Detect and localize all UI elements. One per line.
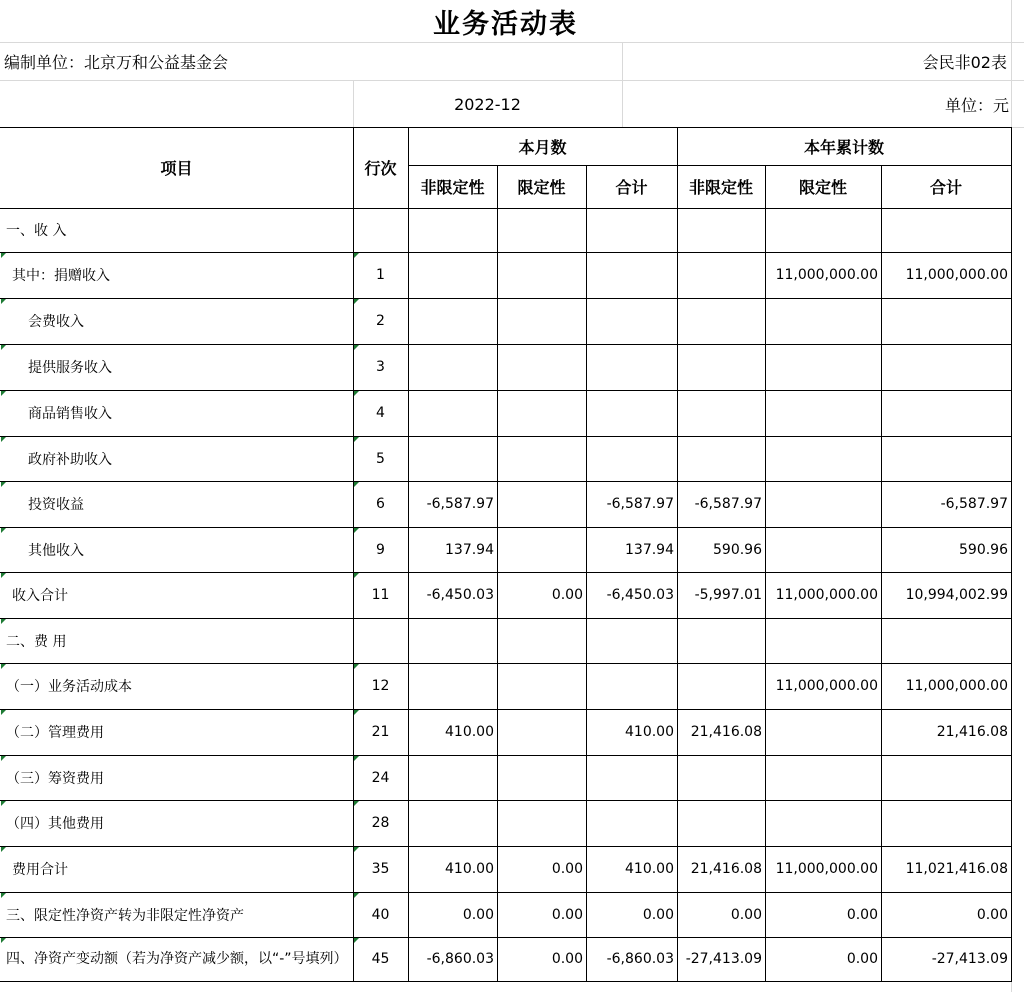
cell-ytd-unrestricted[interactable]: 590.96 — [713, 541, 762, 558]
cell-ytd-total[interactable] — [881, 618, 1011, 663]
cell-month-total[interactable] — [586, 755, 677, 800]
border-line — [353, 127, 354, 982]
cell-month-unrestricted[interactable] — [408, 252, 497, 298]
cell-ytd-unrestricted[interactable]: 0.00 — [730, 906, 762, 923]
cell-ytd-restricted[interactable]: 11,000,000.00 — [775, 587, 878, 603]
header-ytd-total: 合计 — [929, 178, 962, 197]
row-item-label: 会费收入 — [28, 314, 84, 330]
cell-month-total[interactable]: 137.94 — [625, 541, 674, 558]
row-item-label: 一、收 入 — [6, 223, 67, 239]
border-line — [1011, 127, 1012, 982]
row-line-no: 3 — [376, 359, 385, 375]
cell-ytd-restricted[interactable]: 11,000,000.00 — [775, 678, 878, 694]
row-item-label: 提供服务收入 — [28, 360, 112, 376]
gridline — [1011, 127, 1024, 128]
cell-ytd-unrestricted[interactable]: -6,587.97 — [694, 496, 762, 512]
cell-month-unrestricted[interactable] — [408, 298, 497, 344]
header-line-no: 行次 — [364, 159, 397, 178]
row-item-label: 四、净资产变动额（若为净资产减少额，以“-”号填列） — [6, 950, 348, 967]
cell-ytd-total[interactable]: 11,000,000.00 — [905, 267, 1008, 283]
border-line — [0, 663, 1011, 664]
cell-month-restricted[interactable] — [497, 298, 586, 344]
cell-ytd-unrestricted[interactable] — [677, 800, 765, 846]
cell-ytd-restricted[interactable] — [765, 298, 881, 344]
cell-month-unrestricted[interactable] — [408, 344, 497, 390]
border-line — [881, 165, 882, 982]
row-item-label: （四）其他费用 — [6, 816, 104, 832]
row-line-no: 24 — [371, 769, 390, 786]
cell-month-total[interactable]: 410.00 — [625, 724, 674, 740]
cell-month-restricted[interactable]: 0.00 — [551, 587, 583, 603]
border-line — [0, 390, 1011, 391]
cell-month-unrestricted[interactable] — [408, 755, 497, 800]
cell-ytd-total[interactable]: 11,021,416.08 — [905, 861, 1008, 877]
cell-ytd-total[interactable] — [881, 755, 1011, 800]
cell-ytd-total[interactable]: -27,413.09 — [931, 951, 1008, 967]
border-line — [497, 165, 498, 982]
cell-ytd-unrestricted[interactable]: -5,997.01 — [694, 587, 762, 603]
cell-ytd-unrestricted[interactable]: -27,413.09 — [685, 951, 762, 967]
cell-ytd-restricted[interactable] — [765, 709, 881, 755]
cell-ytd-total[interactable]: 590.96 — [959, 541, 1008, 558]
cell-marker-icon — [1, 482, 6, 487]
cell-marker-icon — [1, 391, 6, 396]
form-code: 会民非02表 — [922, 53, 1007, 72]
cell-ytd-restricted[interactable] — [765, 527, 881, 572]
cell-month-total[interactable] — [586, 390, 677, 436]
header-ytd: 本年累计数 — [803, 137, 884, 157]
cell-marker-icon — [354, 391, 359, 396]
cell-marker-icon — [354, 938, 359, 943]
cell-month-total[interactable] — [586, 436, 677, 481]
cell-marker-icon — [1, 756, 6, 761]
row-item-label: （一）业务活动成本 — [6, 679, 132, 695]
border-line — [0, 527, 1011, 528]
row-item-label: 收入合计 — [12, 588, 68, 604]
cell-marker-icon — [354, 664, 359, 669]
border-line — [0, 709, 1011, 710]
cell-month-restricted[interactable] — [497, 390, 586, 436]
cell-marker-icon — [1, 893, 6, 898]
border-line — [0, 800, 1011, 801]
cell-ytd-unrestricted[interactable] — [677, 663, 765, 709]
row-item-label: 其他收入 — [28, 542, 84, 559]
report-period: 2022-12 — [454, 94, 521, 114]
cell-ytd-unrestricted[interactable] — [677, 208, 765, 252]
border-line — [0, 937, 1011, 938]
row-item-label: （二）管理费用 — [6, 725, 104, 741]
header-ytd-unrestricted: 非限定性 — [688, 178, 753, 197]
header-ytd-restricted: 限定性 — [798, 178, 847, 197]
cell-month-total[interactable]: 0.00 — [642, 906, 674, 923]
cell-month-total[interactable]: -6,860.03 — [606, 951, 674, 967]
header-month-total: 合计 — [615, 178, 648, 197]
row-line-no: 35 — [371, 861, 390, 877]
cell-marker-icon — [354, 801, 359, 806]
cell-month-restricted[interactable] — [497, 527, 586, 572]
cell-marker-icon — [1, 437, 6, 442]
cell-month-unrestricted[interactable]: -6,860.03 — [426, 951, 494, 967]
cell-month-unrestricted[interactable] — [408, 663, 497, 709]
cell-marker-icon — [1, 847, 6, 852]
cell-ytd-restricted[interactable] — [765, 481, 881, 527]
cell-month-unrestricted[interactable]: -6,450.03 — [426, 587, 494, 603]
cell-month-total[interactable]: -6,587.97 — [606, 496, 674, 512]
cell-ytd-restricted[interactable] — [765, 436, 881, 481]
cell-marker-icon — [1, 664, 6, 669]
row-line-no: 12 — [371, 678, 390, 694]
cell-marker-icon — [1, 345, 6, 350]
header-item: 项目 — [160, 159, 193, 178]
cell-marker-icon — [354, 756, 359, 761]
cell-ytd-restricted[interactable] — [765, 800, 881, 846]
row-line-no: 40 — [371, 906, 390, 923]
cell-marker-icon — [354, 893, 359, 898]
cell-month-unrestricted[interactable] — [408, 436, 497, 481]
cell-marker-icon — [354, 528, 359, 533]
cell-marker-icon — [354, 847, 359, 852]
header-month-unrestricted: 非限定性 — [420, 178, 485, 197]
cell-ytd-restricted[interactable]: 0.00 — [846, 951, 878, 967]
cell-month-restricted[interactable] — [497, 663, 586, 709]
cell-marker-icon — [354, 482, 359, 487]
row-line-no — [353, 618, 408, 663]
cell-ytd-unrestricted[interactable] — [677, 252, 765, 298]
border-line — [0, 436, 1011, 437]
cell-month-total[interactable] — [586, 800, 677, 846]
cell-month-restricted[interactable] — [497, 344, 586, 390]
row-line-no: 4 — [376, 405, 385, 421]
cell-month-unrestricted[interactable]: 410.00 — [445, 724, 494, 740]
cell-month-restricted[interactable]: 0.00 — [551, 861, 583, 877]
cell-ytd-total[interactable]: 11,000,000.00 — [905, 678, 1008, 694]
cell-month-unrestricted[interactable]: 137.94 — [445, 541, 494, 558]
cell-ytd-restricted[interactable]: 11,000,000.00 — [775, 267, 878, 283]
border-line — [0, 344, 1011, 345]
border-line — [408, 127, 409, 982]
row-line-no: 6 — [376, 496, 385, 512]
row-item-label: 三、限定性净资产转为非限定性净资产 — [6, 907, 244, 924]
cell-month-total[interactable] — [586, 208, 677, 252]
cell-ytd-total[interactable] — [881, 390, 1011, 436]
cell-marker-icon — [1, 938, 6, 943]
row-item-label: 政府补助收入 — [28, 451, 112, 468]
row-line-no: 9 — [376, 541, 385, 558]
cell-ytd-restricted[interactable] — [765, 618, 881, 663]
border-line — [0, 755, 1011, 756]
cell-marker-icon — [1, 253, 6, 258]
row-item-label: 费用合计 — [12, 862, 68, 878]
cell-month-restricted[interactable]: 0.00 — [551, 951, 583, 967]
cell-month-total[interactable] — [586, 344, 677, 390]
cell-ytd-total[interactable]: -6,587.97 — [940, 496, 1008, 512]
cell-ytd-restricted[interactable] — [765, 208, 881, 252]
cell-ytd-unrestricted[interactable] — [677, 755, 765, 800]
cell-month-total[interactable]: 410.00 — [625, 861, 674, 877]
cell-marker-icon — [1, 710, 6, 715]
row-line-no — [353, 208, 408, 252]
cell-marker-icon — [354, 710, 359, 715]
row-line-no: 28 — [371, 815, 390, 831]
report-title: 业务活动表 — [433, 8, 578, 40]
cell-ytd-total[interactable]: 21,416.08 — [936, 724, 1008, 740]
cell-month-unrestricted[interactable]: 0.00 — [462, 906, 494, 923]
border-line — [0, 208, 1011, 209]
row-item-label: （三）筹资费用 — [6, 770, 104, 787]
cell-marker-icon — [1, 801, 6, 806]
cell-marker-icon — [354, 345, 359, 350]
row-item-label: 二、费 用 — [6, 633, 67, 650]
cell-ytd-unrestricted[interactable] — [677, 618, 765, 663]
cell-month-restricted[interactable]: 0.00 — [551, 906, 583, 923]
cell-marker-icon — [1, 299, 6, 304]
cell-ytd-restricted[interactable] — [765, 755, 881, 800]
cell-month-restricted[interactable] — [497, 436, 586, 481]
cell-marker-icon — [354, 437, 359, 442]
cell-ytd-unrestricted[interactable] — [677, 390, 765, 436]
border-line — [0, 252, 1011, 253]
row-line-no: 45 — [371, 951, 390, 967]
border-line — [0, 618, 1011, 619]
border-line — [0, 981, 1011, 982]
border-line — [0, 846, 1011, 847]
cell-marker-icon — [354, 299, 359, 304]
gridline — [622, 42, 623, 127]
cell-month-restricted[interactable] — [497, 709, 586, 755]
border-line — [408, 165, 1011, 166]
cell-ytd-restricted[interactable] — [765, 390, 881, 436]
cell-ytd-total[interactable] — [881, 344, 1011, 390]
border-line — [765, 165, 766, 982]
cell-ytd-total[interactable]: 0.00 — [976, 906, 1008, 923]
cell-month-total[interactable] — [586, 298, 677, 344]
cell-marker-icon — [1, 573, 6, 578]
border-line — [0, 572, 1011, 573]
cell-month-unrestricted[interactable] — [408, 618, 497, 663]
border-line — [0, 481, 1011, 482]
cell-marker-icon — [354, 253, 359, 258]
row-line-no: 2 — [376, 313, 385, 329]
cell-ytd-unrestricted[interactable] — [677, 436, 765, 481]
cell-ytd-total[interactable] — [881, 298, 1011, 344]
cell-month-unrestricted[interactable] — [408, 390, 497, 436]
cell-ytd-total[interactable] — [881, 800, 1011, 846]
row-item-label: 其中：捐赠收入 — [12, 268, 110, 284]
row-line-no: 5 — [376, 450, 385, 467]
cell-month-unrestricted[interactable]: -6,587.97 — [426, 496, 494, 512]
cell-ytd-total[interactable]: 10,994,002.99 — [905, 587, 1008, 603]
cell-ytd-unrestricted[interactable] — [677, 298, 765, 344]
cell-month-total[interactable] — [586, 663, 677, 709]
border-line — [0, 127, 1011, 128]
row-line-no: 11 — [371, 587, 390, 603]
row-line-no: 21 — [371, 724, 390, 740]
cell-ytd-restricted[interactable]: 11,000,000.00 — [775, 861, 878, 877]
cell-ytd-total[interactable] — [881, 208, 1011, 252]
cell-ytd-unrestricted[interactable]: 21,416.08 — [690, 724, 762, 740]
cell-month-unrestricted[interactable] — [408, 208, 497, 252]
cell-month-restricted[interactable] — [497, 800, 586, 846]
cell-month-restricted[interactable] — [497, 755, 586, 800]
cell-month-restricted[interactable] — [497, 481, 586, 527]
org-label: 编制单位：北京万和公益基金会 — [4, 53, 229, 72]
cell-month-total[interactable] — [586, 618, 677, 663]
cell-marker-icon — [1, 528, 6, 533]
cell-ytd-unrestricted[interactable]: 21,416.08 — [690, 861, 762, 877]
cell-marker-icon — [1, 619, 6, 624]
cell-month-restricted[interactable] — [497, 618, 586, 663]
border-line — [0, 298, 1011, 299]
cell-ytd-restricted[interactable] — [765, 344, 881, 390]
border-line — [586, 165, 587, 982]
cell-ytd-unrestricted[interactable] — [677, 344, 765, 390]
cell-month-unrestricted[interactable]: 410.00 — [445, 861, 494, 877]
cell-month-restricted[interactable] — [497, 252, 586, 298]
cell-month-total[interactable]: -6,450.03 — [606, 587, 674, 603]
cell-month-total[interactable] — [586, 252, 677, 298]
row-item-label: 商品销售收入 — [28, 406, 112, 422]
cell-month-unrestricted[interactable] — [408, 800, 497, 846]
border-line — [677, 127, 678, 982]
cell-ytd-restricted[interactable]: 0.00 — [846, 906, 878, 923]
currency-unit: 单位：元 — [944, 95, 1009, 115]
cell-month-restricted[interactable] — [497, 208, 586, 252]
row-item-label: 投资收益 — [28, 497, 84, 513]
header-month: 本月数 — [518, 137, 567, 157]
row-line-no: 1 — [376, 267, 385, 283]
cell-marker-icon — [354, 573, 359, 578]
header-month-restricted: 限定性 — [517, 178, 566, 197]
cell-ytd-total[interactable] — [881, 436, 1011, 481]
border-line — [0, 892, 1011, 893]
